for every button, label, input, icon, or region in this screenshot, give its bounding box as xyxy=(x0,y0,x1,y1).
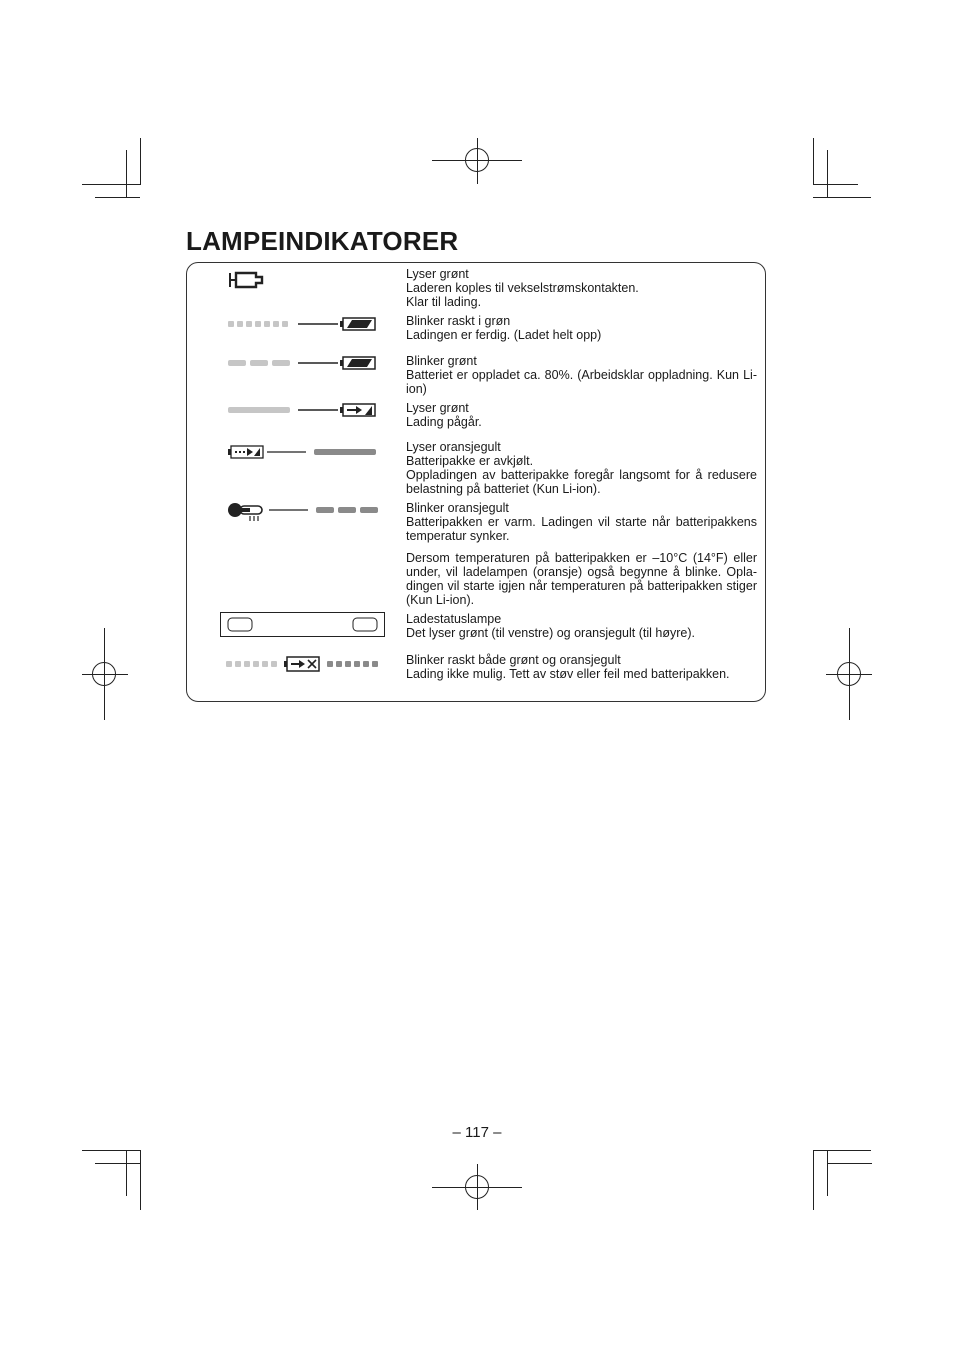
row-heading: Blinker raskt både grønt og oransjegult xyxy=(406,653,621,667)
lamp-blink-icon xyxy=(226,355,386,371)
battery-full-icon xyxy=(340,318,375,330)
plug-icon xyxy=(228,269,268,291)
thermometer-icon xyxy=(228,503,262,521)
row-cooled xyxy=(406,440,757,496)
row-line: Laderen koples til vekselstrømskontakten. xyxy=(406,281,639,295)
battery-charging-icon xyxy=(340,404,375,416)
row-line: Batteriet er oppladet ca. 80%. (Arbeidsklar oppladning. Kun Li-ion) xyxy=(406,368,757,396)
row-heading: Blinker oransjegult xyxy=(406,501,509,515)
row-line: Batteripakken er varm. Ladingen vil starte når batteripakkens temperatur synker. xyxy=(406,515,757,543)
lamp-steady-green-icon xyxy=(226,402,386,418)
row-heading: Lyser oransjegult xyxy=(406,440,501,454)
row-charging xyxy=(406,401,757,429)
row-low-temperature-note xyxy=(406,551,757,607)
row-80-percent xyxy=(406,354,757,396)
row-heading: Lyser grønt xyxy=(406,401,469,415)
row-line: Ladingen er ferdig. (Ladet helt opp) xyxy=(406,328,602,342)
row-heading: Ladestatuslampe xyxy=(406,612,502,626)
row-heading: Lyser grønt xyxy=(406,267,469,281)
row-line: Lading ikke mulig. Tett av støv eller feil med batteripakken. xyxy=(406,667,730,681)
row-status-lamp xyxy=(406,612,757,640)
row-heading: Blinker raskt i grøn xyxy=(406,314,511,328)
status-lamp-icon xyxy=(220,612,386,638)
lamp-fast-blink-icon xyxy=(226,316,386,332)
row-line: Dersom temperaturen på batteripakken er –10°C (14°F) eller under, vil ladelampen (oransje) også begynne å blinke. Opla- dingen vil starte igjen når temperaturen på batteripakken stiger (Kun Li-ion). xyxy=(406,551,757,607)
row-line: Oppladingen av batteripakke foregår langsomt for å redusere belastning på batteriet (Kun Li-ion). xyxy=(406,468,757,496)
row-line: Klar til lading. xyxy=(406,295,482,309)
battery-full-icon xyxy=(340,357,375,369)
row-line: Batteripakke er avkjølt. xyxy=(406,454,534,468)
battery-cooling-icon xyxy=(228,446,263,458)
row-charged xyxy=(406,314,757,342)
row-error xyxy=(406,653,757,681)
row-heading: Blinker grønt xyxy=(406,354,477,368)
row-hot xyxy=(406,501,757,543)
row-line: Det lyser grønt (til venstre) og oransjegult (til høyre). xyxy=(406,626,695,640)
page-number: – 117 – xyxy=(452,1124,502,1141)
lamp-cooling-icon xyxy=(226,443,386,461)
lamp-hot-icon xyxy=(226,500,386,522)
lamp-error-icon xyxy=(226,655,386,673)
battery-error-icon xyxy=(284,657,319,671)
row-line: Lading pågår. xyxy=(406,415,482,429)
row-plug xyxy=(406,267,757,309)
page-title: LAMPEINDIKATORER xyxy=(186,226,459,256)
